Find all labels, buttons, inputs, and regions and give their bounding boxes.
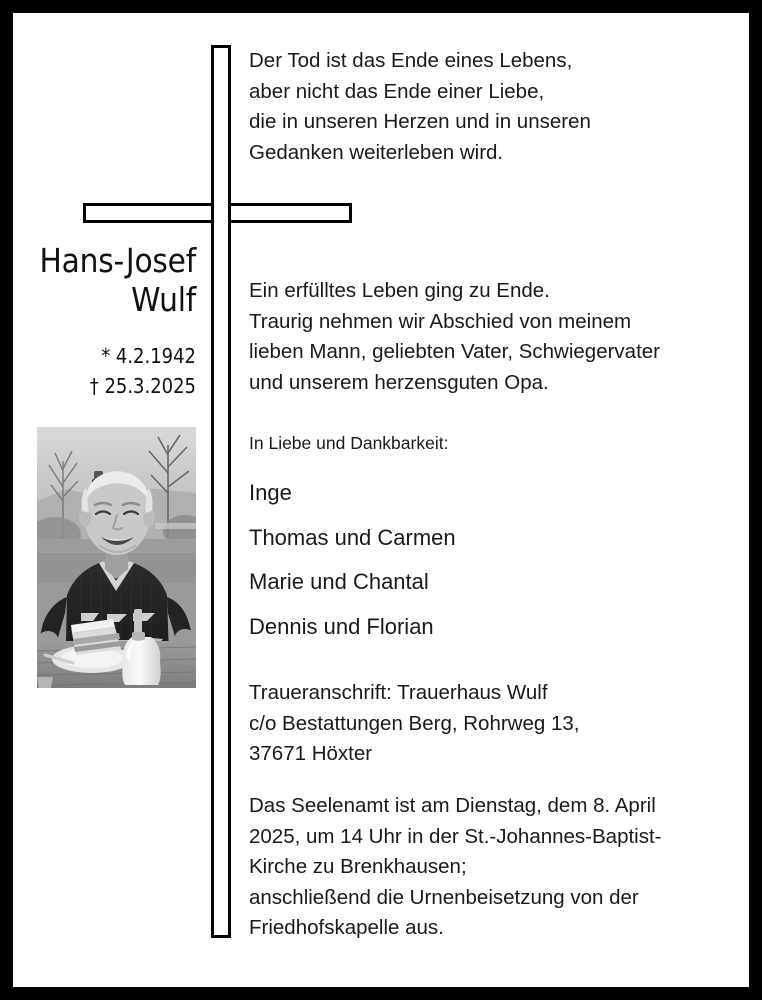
cross-vertical-bar xyxy=(211,45,231,938)
verse-line: aber nicht das Ende einer Liebe, xyxy=(249,79,545,103)
verse-line: Gedanken weiterleben wird. xyxy=(249,140,504,164)
service-line: anschließend die Urnenbeisetzung von der xyxy=(249,885,639,909)
tribute-line: Ein erfülltes Leben ging zu Ende. xyxy=(249,279,550,302)
verse-line: die in unseren Herzen und in unseren xyxy=(249,110,591,133)
tribute-line: und unserem herzensguten Opa. xyxy=(249,370,549,394)
service-line: Das Seelenamt ist am Dienstag, dem 8. April xyxy=(249,794,656,817)
service-line: Friedhofskapelle aus. xyxy=(249,916,444,939)
tribute-line: Traurig nehmen wir Abschied von meinem xyxy=(249,309,632,333)
mourner-item: Dennis und Florian xyxy=(249,613,434,639)
service-details xyxy=(249,791,662,944)
portrait-photo xyxy=(37,427,196,688)
life-dates xyxy=(13,341,196,401)
address-line: 37671 Höxter xyxy=(249,742,373,765)
mourner-item: Thomas und Carmen xyxy=(249,524,456,550)
mourner-item: Inge xyxy=(249,480,292,505)
verse-line: Der Tod ist das Ende eines Lebens, xyxy=(249,49,573,72)
deceased-given-name: Hans-Josef xyxy=(39,241,196,280)
service-line: 2025, um 14 Uhr in der St.-Johannes-Baptist- xyxy=(249,824,662,848)
address-line: Traueranschrift: Trauerhaus Wulf xyxy=(249,681,548,704)
notice-sheet xyxy=(13,13,749,987)
portrait-photo-graphic xyxy=(37,427,196,688)
tribute-line: lieben Mann, geliebten Vater, Schwiegervater xyxy=(249,340,661,363)
address-line: c/o Bestattungen Berg, Rohrweg 13, xyxy=(249,711,580,735)
death-date: † 25.3.2025 xyxy=(89,374,196,398)
condolence-address xyxy=(249,678,579,770)
gratitude-label: In Liebe und Dankbarkeit: xyxy=(249,433,449,453)
mourners-list xyxy=(249,471,456,649)
opening-verse xyxy=(249,46,591,168)
service-line: Kirche zu Brenkhausen; xyxy=(249,855,467,878)
birth-date: * 4.2.1942 xyxy=(101,344,196,368)
deceased-family-name: Wulf xyxy=(131,280,196,319)
deceased-name xyxy=(13,241,196,319)
mourner-item: Marie und Chantal xyxy=(249,569,429,594)
tribute-text xyxy=(249,276,660,398)
